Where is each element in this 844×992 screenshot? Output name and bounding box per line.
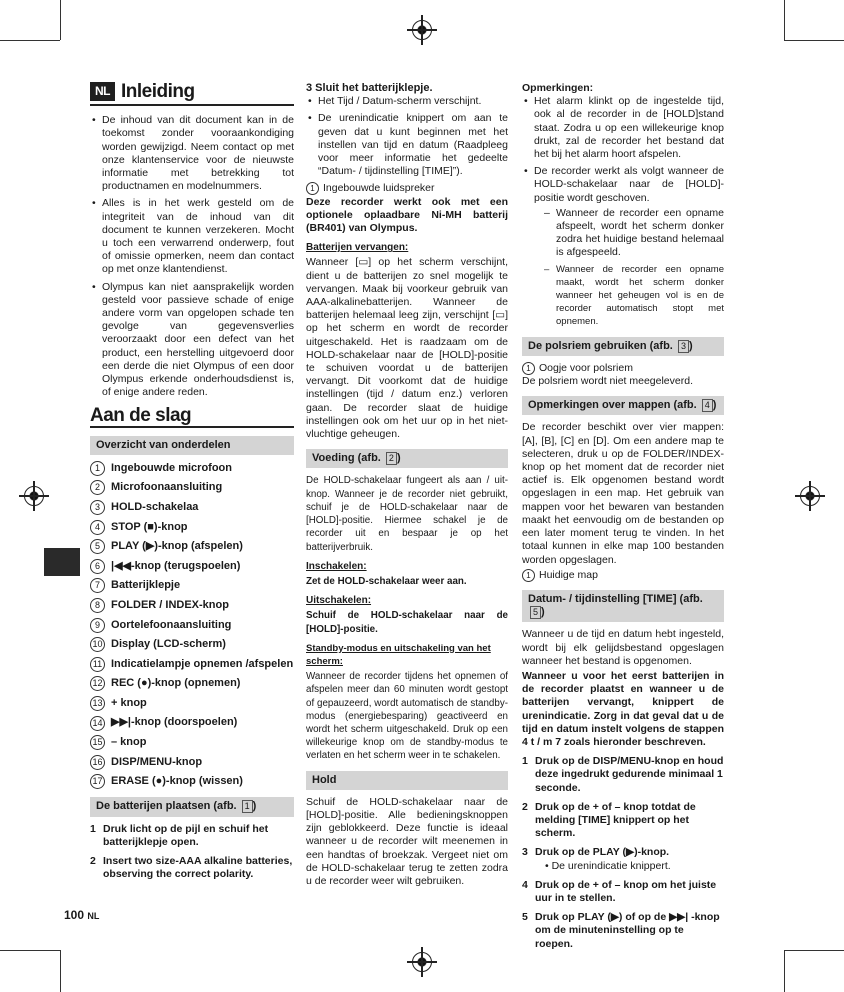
parts-list: [90, 461, 294, 790]
list-item: 17 ERASE (●)-knop (wissen): [90, 774, 294, 789]
registration-mark-icon: [412, 20, 432, 40]
list-item: • Olympus kan niet aansprakelijk worden gesteld voor passieve schade of enige andere vorm van opgelopen schade ten gevolge van gegevensverlies veroorzaakt door een defect van het product, een herstelling uitgevoerd door een derde die niet Olympus of een door Olympus erkende onderhoudsdienst is, of enige andere reden.: [102, 281, 294, 400]
list-item: 15 – knop: [90, 735, 294, 750]
figure-ref: 2: [386, 452, 397, 465]
section-title-aan-de-slag: Aan de slag: [90, 409, 294, 427]
step-item: 5 Druk op PLAY (▶) of op de ▶▶| -knop om de minuteninstelling op te roepen.: [522, 911, 720, 950]
column-right: [522, 82, 724, 957]
figure-ref: 4: [702, 399, 713, 412]
column-middle: [306, 82, 508, 894]
list-item: • De recorder werkt als volgt wanneer de HOLD-schakelaar naar de [HOLD]-positie wordt geschoven. – Wanneer de recorder een opname afspeelt, wordt het scherm donker zodra het huidige bestand helemaal is afgespeeld. – Wanneer de recorder een opname maakt, wordt het scherm donker wanneer het geheugen vol is en de recorder automatisch stopt met opnemen.: [534, 165, 724, 328]
list-item: – Wanneer de recorder een opname afspeelt, wordt het scherm donker zodra het huidige bestand helemaal is afgespeeld.: [556, 207, 724, 260]
figure-ref: 5: [530, 606, 541, 619]
power-text: De HOLD-schakelaar fungeert als aan / uit-knop. Wanneer je de recorder niet gebruikt, schuif je de HOLD-schakelaar naar de [HOLD]-positie. Hiermee schakel je de recorder uit en bespaar je op het batterijverbruik.: [306, 475, 508, 553]
language-badge: NL: [90, 82, 115, 101]
callout-number: 4: [90, 520, 105, 535]
list-item: 10 Display (LCD-scherm): [90, 637, 294, 652]
list-item: • Alles is in het werk gesteld om de integriteit van de inhoud van dit document te kunnen verzekeren. Mocht u toch een verwarrend onderwerp, fout of omissie opmerken, neem dan contact op met onze klantendienst.: [102, 197, 294, 276]
list-item: 9 Oortelefoonaansluiting: [90, 618, 294, 633]
list-item: 6 |◀◀-knop (terugspoelen): [90, 559, 294, 574]
strap-text: De polsriem wordt niet meegeleverd.: [522, 375, 693, 388]
parts-header: Overzicht van onderdelen: [90, 436, 294, 455]
crop-mark: [60, 950, 61, 992]
callout-number: 15: [90, 735, 105, 750]
column-left: [90, 82, 294, 887]
rechargeable-note: Deze recorder werkt ook met een optionele oplaadbare Ni-MH batterij (BR401) van Olympus.: [306, 195, 508, 235]
callout-number: 8: [90, 598, 105, 613]
sub-notes: [534, 207, 724, 329]
list-item: 3 HOLD-schakelaa: [90, 500, 294, 515]
list-item: • Het alarm klinkt op de ingestelde tijd, ook al de recorder in de [HOLD]stand staat. Zodra u op een willekeurige knop drukt, zal de recorder het bestand dat het bij het alarm hoort afspelen.: [534, 95, 724, 161]
step-item: 4 Druk op de + of – knop om het juiste uur in te stellen.: [522, 878, 717, 904]
crop-mark: [784, 950, 785, 992]
callout-number: 17: [90, 774, 105, 789]
list-item: 5 PLAY (▶)-knop (afspelen): [90, 539, 294, 554]
step3-bullets: [306, 95, 508, 178]
registration-mark-icon: [412, 952, 432, 972]
time-text: Wanneer u de tijd en datum hebt ingesteld, wordt bij elk gelijdsbestand opgeslagen wanneer het bestand is opgenomen.: [522, 628, 724, 667]
time-steps: [522, 755, 724, 951]
page-number: 100 NL: [64, 908, 100, 922]
list-item: 4 STOP (■)-knop: [90, 520, 294, 535]
off-text: Schuif de HOLD-schakelaar naar de [HOLD]-positie.: [306, 610, 508, 635]
power-header: Voeding (afb. 2 ): [306, 449, 508, 468]
callout-number: 5: [90, 539, 105, 554]
step3-title: 3 Sluit het batterijklepje.: [306, 82, 433, 94]
crop-mark: [0, 40, 60, 41]
crop-mark: [60, 0, 61, 40]
folders-note: 1 Huidige map: [522, 569, 724, 582]
on-title: Inschakelen:: [306, 560, 367, 572]
callout-number: 13: [90, 696, 105, 711]
standby-text: Wanneer de recorder tijdens het opnemen of afspelen meer dan 60 minuten wordt gestopt of gepauzeerd, wordt automatisch de standby-modus (energiebesparing) geactiveerd en wordt het scherm uitgeschakeld. Druk op een willekeurige knop om de standby-modus te verlaten en het scherm weer in te schakelen.: [306, 671, 508, 762]
step-item: 3 Druk op de PLAY (▶)-knop. • De urenindicatie knippert.: [522, 846, 724, 872]
callout-number: 6: [90, 559, 105, 574]
callout-number: 10: [90, 637, 105, 652]
folders-header: Opmerkingen over mappen (afb. 4 ): [522, 396, 724, 415]
battery-steps: [90, 823, 294, 882]
callout-number: 1: [90, 461, 105, 476]
list-item: • De inhoud van dit document kan in de toekomst zonder vooraankondiging worden gewijzigd. Neem contact op met onze klantenservice voor de nieuwste informatie met betrekking tot productnamen en modelnummers.: [102, 114, 294, 193]
section-title-inleiding: NL Inleiding: [90, 82, 294, 106]
list-item: 2 Microfoonaansluiting: [90, 480, 294, 495]
replace-title: Batterijen vervangen:: [306, 242, 409, 254]
list-item: 1 Ingebouwde microfoon: [90, 461, 294, 476]
callout-number: 3: [90, 500, 105, 515]
intro-list: [90, 114, 294, 399]
step-sub-note: • De urenindicatie knippert.: [545, 859, 671, 872]
hold-header: Hold: [306, 771, 508, 790]
list-item: • De urenindicatie knippert om aan te geven dat u kunt beginnen met het instellen van tijd en datum (Raadpleeg voor meer informatie het gedeelte “Datum- / tijdinstelling [TIME]”).: [318, 112, 508, 178]
folders-text: De recorder beschikt over vier mappen: [A], [B], [C] en [D]. Om een andere map te selecteren, druk u op de FOLDER/INDEX-knop op het moment dat de recorder niet actief is. Elk opgenomen bestand wordt opgeslagen in een map. Het gebruik van mappen voor het bewaren van bestanden maakt het eenvoudig om de bestanden op een later moment terug te vinden. In het totaal kunnen in elke map 100 bestanden worden opgeslagen.: [522, 421, 724, 566]
list-item: 11 Indicatielampje opnemen /afspelen: [90, 657, 294, 672]
registration-mark-icon: [800, 486, 820, 506]
crop-mark: [784, 40, 844, 41]
off-title: Uitschakelen:: [306, 595, 372, 607]
time-bold: Wanneer u voor het eerst batterijen in de recorder plaatst en wanneer u de batterijen vervangt, knippert de urenindicatie. Zorg in dat geval dat u de tijd en datum instelt volgens de stappen 4 t / m 7 zoals hieronder beschreven.: [522, 669, 724, 748]
notes-title: Opmerkingen:: [522, 82, 594, 94]
step-item: 1 Druk licht op de pijl en schuif het batterijklepje open.: [90, 822, 269, 848]
step-item: 2 Druk op de + of – knop totdat de melding [TIME] knippert op het scherm.: [522, 800, 696, 840]
step-item: 1 Druk op de DISP/MENU-knop en houd deze ingedrukt gedurende minimaal 1 seconde.: [522, 755, 724, 794]
notes-list: [522, 95, 724, 328]
replace-text: Wanneer [▭] op het scherm verschijnt, dient u de batterijen zo snel mogelijk te vervangen. Maak bij voorkeur gebruik van AAA-alkalinebatterijen. Wanneer de batterijen helemaal leeg zijn, verschijnt [▭] op het scherm en wordt de recorder uitgeschakeld. Het is raadzaam om de HOLD-schakelaar naar de [HOLD]-positie te schuiven voordat u de batterijen vervangt. Dit voorkomt dat de huidige instellingen (tijd / datum enz.) verloren gaan. De recorder slaat de huidige instellingen ook om het uur op in het niet-vluchtige geheugen.: [306, 256, 508, 441]
list-item: 8 FOLDER / INDEX-knop: [90, 598, 294, 613]
hold-text: Schuif de HOLD-schakelaar naar de [HOLD]-positie. Alle bedieningsknoppen zijn geblokkeerd. Deze functie is ideaal wanneer u de recorder wilt meenemen in een handtas of broekzak. Vergeet niet om de HOLD-schakelaar terug te zetten zodra u de recorder weer wilt gebruiken.: [306, 795, 508, 887]
time-header: Datum- / tijdinstelling [TIME] (afb. 5 ): [522, 590, 724, 622]
standby-title: Standby-modus en uitschakeling van het scherm:: [306, 642, 491, 667]
step-item: 2 Insert two size-AAA alkaline batteries, observing the correct polarity.: [90, 854, 293, 881]
list-item: 13 + knop: [90, 696, 294, 711]
list-item: • Het Tijd / Datum-scherm verschijnt.: [318, 95, 508, 108]
callout-number: 16: [90, 755, 105, 770]
figure-ref: 3: [678, 340, 689, 353]
list-item: 7 Batterijklepje: [90, 578, 294, 593]
callout-number: 2: [90, 480, 105, 495]
crop-mark: [0, 950, 60, 951]
callout-number: 14: [90, 716, 105, 731]
battery-header: De batterijen plaatsen (afb. 1 ): [90, 797, 294, 816]
list-item: – Wanneer de recorder een opname maakt, wordt het scherm donker wanneer het geheugen vol is en de recorder automatisch stopt met opnemen.: [556, 263, 724, 329]
list-item: 14 ▶▶|-knop (doorspoelen): [90, 716, 294, 731]
callout-number: 9: [90, 618, 105, 633]
callout-number: 7: [90, 578, 105, 593]
on-text: Zet de HOLD-schakelaar weer aan.: [306, 575, 467, 587]
list-item: 16 DISP/MENU-knop: [90, 755, 294, 770]
registration-mark-icon: [24, 486, 44, 506]
strap-header: De polsriem gebruiken (afb. 3 ): [522, 337, 724, 356]
callout-number: 12: [90, 676, 105, 691]
list-item: 12 REC (●)-knop (opnemen): [90, 676, 294, 691]
side-tab-marker: [44, 548, 80, 576]
speaker-note: 1 Ingebouwde luidspreker: [306, 182, 508, 195]
crop-mark: [784, 0, 785, 40]
strap-note: 1 Oogje voor polsriem: [522, 362, 724, 375]
figure-ref: 1: [242, 800, 253, 813]
crop-mark: [784, 950, 844, 951]
callout-number: 11: [90, 657, 105, 672]
